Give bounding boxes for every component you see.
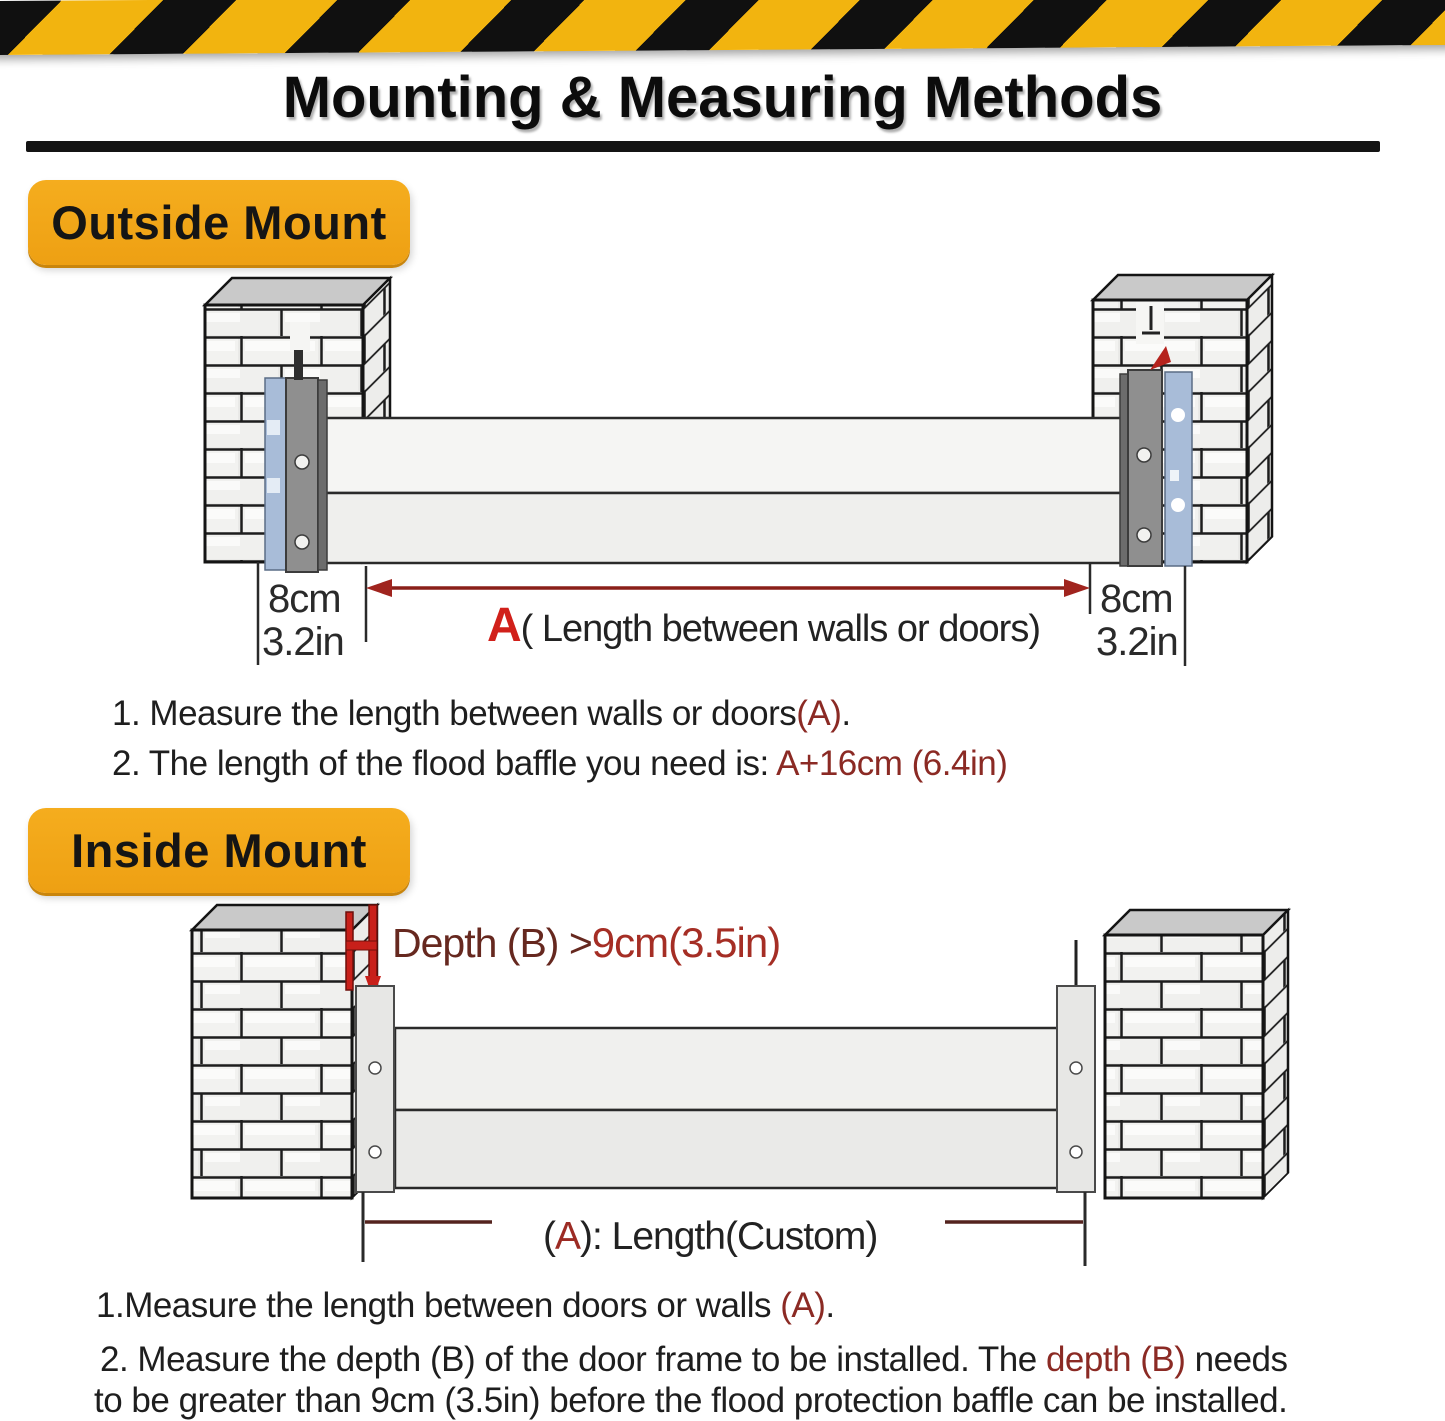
inside-step-2-line2: to be greater than 9cm (3.5in) before the flood protection baffle can be installed.	[94, 1381, 1288, 1420]
arrow-head-left	[366, 579, 392, 597]
left-offset-in: 3.2in	[262, 620, 344, 664]
right-offset-in: 3.2in	[1096, 620, 1178, 664]
left-blue-seal-strip	[265, 378, 286, 570]
flood-barrier-boards	[322, 418, 1130, 563]
inside-mount-diagram	[0, 895, 1445, 1285]
anchor-bolt	[294, 350, 303, 380]
left-inside-channel	[356, 986, 394, 1192]
outside-step-1: 1. Measure the length between walls or doors(A).	[112, 694, 851, 733]
outside-mount-label-text: Outside Mount	[51, 196, 387, 249]
length-a-label: A( Length between walls or doors)	[487, 599, 1040, 652]
right-door-pillar	[1105, 910, 1288, 1198]
flood-barrier-boards-inside	[395, 1028, 1062, 1188]
arrow-head-right	[1064, 579, 1090, 597]
right-blue-seal-strip	[1165, 372, 1192, 566]
depth-label: Depth (B) >9cm(3.5in)	[392, 919, 781, 966]
outside-mount-label	[28, 180, 410, 265]
inside-mount-label-text: Inside Mount	[71, 824, 367, 877]
page-title: Mounting & Measuring Methods	[282, 64, 1163, 130]
outside-mount-diagram	[0, 256, 1445, 680]
length-custom-label: (A): Length(Custom)	[543, 1215, 878, 1258]
inside-step-2-line1: 2. Measure the depth (B) of the door frame to be installed. The depth (B) needs	[100, 1340, 1288, 1379]
outside-step-2: 2. The length of the flood baffle you need is: A+16cm (6.4in)	[112, 744, 1008, 783]
hazard-stripe-banner	[0, 0, 1445, 55]
inside-step-1: 1.Measure the length between doors or walls (A).	[96, 1286, 835, 1325]
right-inside-channel	[1057, 940, 1095, 1192]
right-offset-cm: 8cm	[1100, 577, 1173, 621]
left-offset-cm: 8cm	[268, 577, 341, 621]
inside-mount-label	[28, 808, 410, 893]
header-divider	[26, 141, 1380, 152]
